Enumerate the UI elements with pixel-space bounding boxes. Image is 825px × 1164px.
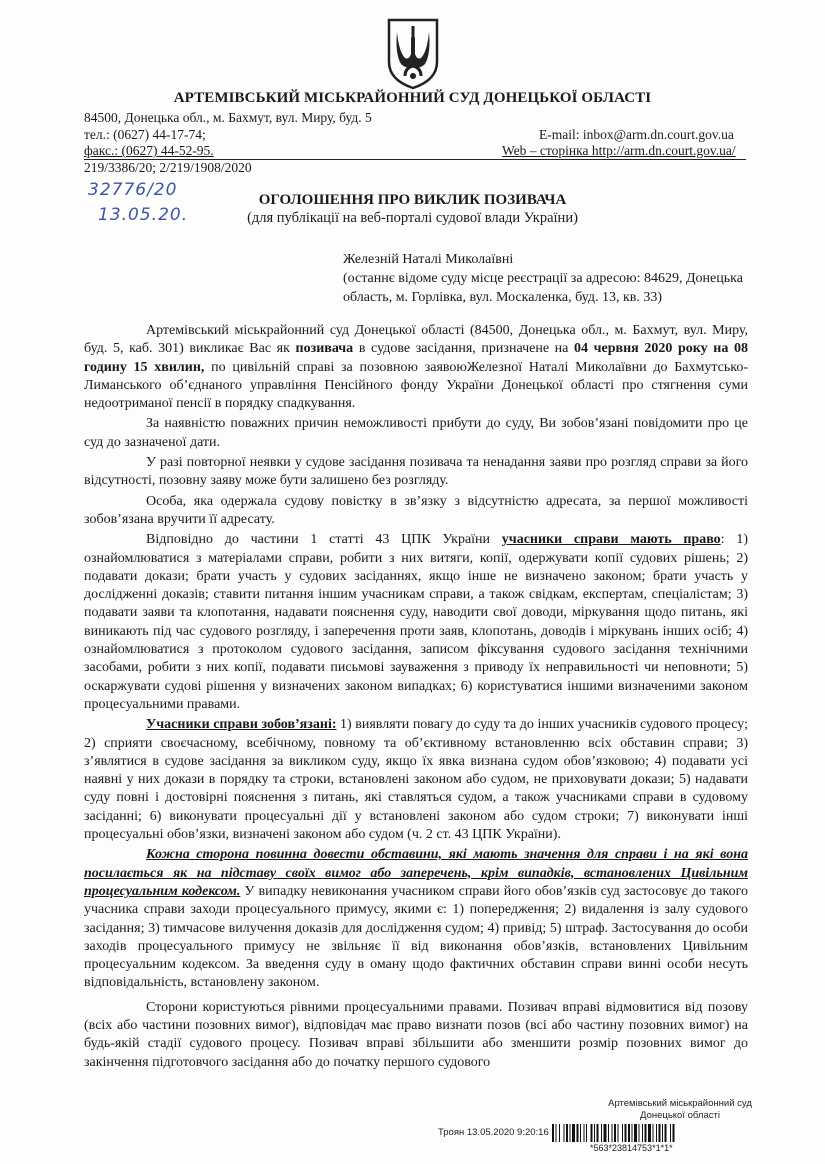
court-address: 84500, Донецька обл., м. Бахмут, вул. Миру, буд. 5 <box>84 110 372 125</box>
court-phone: тел.: (0627) 44-17-74; <box>84 127 206 142</box>
text: в судове засідання, призначене на <box>353 341 575 357</box>
addressee-address: (останнє відоме суду місце реєстрації за адресою: 84629, Донецька область, м. Горлівка, вул. Москаленка, буд. 13, кв. 33) <box>343 271 743 305</box>
court-web[interactable]: Web – сторінка http://arm.dn.court.gov.ua/ <box>502 143 736 158</box>
text: Артемівський міськрайонний суд Донецької області (84500, Донецька обл., м. Бахмут, вул. Миру, буд. 5, каб. 301) викликає Вас як <box>84 323 748 357</box>
court-fax: факс.: (0627) 44-52-95. <box>84 143 214 158</box>
paragraph-equal-rights: Сторони користуються рівними процесуальними правами. Позивач вправі відмовитися від позову (всіх або частини позовних вимог), відповідач має право визнати позов (всі або частину позовних вимог) на будь-якій стадії судового процесу. Позивач вправі збільшити або зменшити розмір позовних вимог до закінчення підготовчого засідання або до початку першого судового <box>84 999 748 1070</box>
paragraph-rights <box>84 531 748 714</box>
paragraph-evidence <box>84 846 748 992</box>
hearing-datetime: 04 червня 2020 року на 08 годину 15 хвилин, <box>84 341 748 375</box>
coat-of-arms-icon <box>385 18 441 90</box>
barcode-number: *563*23814753*1*1* <box>590 1143 673 1153</box>
text: : 1) ознайомлюватися з матеріалами справи, робити з них витяги, копії, одержувати копії судових рішень; 2) подавати докази; брати участь у судових засіданнях, якщо інше не визначено законом; брати участь у дослідженні доказів; ставити питання іншим учасникам справи, а також свідкам, експертам, спеціалістам; 3) подавати заяви та клопотання, надавати пояснення суду, наводити свої доводи, міркування щодо питань, які виникають під час судового розгляду, і заперечення проти заяв, клопотань, доводів і міркувань інших осіб; 4) ознайомлюватися з протоколом судового засідання, записом фіксування судового засідання технічними засобами, робити з них копії, подавати письмові зауваження з приводу їх неправильності чи неповноти; 5) оскаржувати судові рішення у визначених законом випадках; 6) користуватися іншими визначеними законом процесуальними правами. <box>84 532 748 712</box>
paragraph-absence: У разі повторної неявки у судове засідання позивача та ненадання заяви про розгляд справи за його відсутності, позовну заяву може бути залишено без розгляду. <box>84 455 748 489</box>
text: по цивільній справі за позовною заявоюЖелезної Наталі Миколаївни до Бахмутсько-Лиманського об’єднаного управління Пенсійного фонду України Донецької області про стягнення суми недоотриманої пенсії в порядку спадкування. <box>84 359 748 412</box>
text: Відповідно до частини 1 статті 43 ЦПК України <box>146 532 502 548</box>
court-name: АРТЕМІВСЬКИЙ МІСЬКРАЙОННИЙ СУД ДОНЕЦЬКОЇ ОБЛАСТІ <box>173 90 652 106</box>
barcode-icon <box>552 1124 747 1142</box>
court-email[interactable]: E-mail: inbox@arm.dn.court.gov.ua <box>539 127 734 142</box>
paragraph-duties <box>84 716 748 844</box>
duties-heading: Учасники справи зобов’язані: <box>146 717 337 733</box>
addressee-block <box>343 250 748 307</box>
addressee-name: Железній Наталі Миколаївні <box>343 252 514 267</box>
stamp-registered: Троян 13.05.2020 9:20:16 <box>438 1127 549 1138</box>
notice-title: ОГОЛОШЕННЯ ПРО ВИКЛИК ПОЗИВАЧА <box>258 192 567 208</box>
rights-heading: учасники справи мають право <box>501 532 721 548</box>
paragraph-notify: За наявністю поважних причин неможливості прибути до суду, Ви зобов’язані повідомити про це суд до зазначеної дати. <box>84 416 748 450</box>
case-numbers: 219/3386/20; 2/219/1908/2020 <box>84 160 252 175</box>
notice-subtitle: (для публікації на веб-порталі судової влади України) <box>247 210 578 226</box>
stamp-court-line2: Донецької області <box>600 1110 760 1121</box>
stamp-court-line1: Артемівський міськрайонний суд <box>600 1098 760 1109</box>
notice-body <box>84 322 748 1074</box>
text: У випадку невиконання учасником справи його обов’язків суд застосовує до такого учасника справи заходи процесуального примусу, якими є: 1) попередження; 2) видалення із залу судового засідання; 3) тимчасове вилучення доказів для дослідження судом; 4) привід; 5) штраф. Застосування до особи заходів процесуального примусу не звільняє її від виконання обов’язків, встановлених Цивільним процесуальним кодексом. За введення суду в оману щодо фактичних обставин справи винні особи несуть відповідальність, встановлену законом. <box>84 883 748 991</box>
handwritten-date: 13.05.20. <box>98 205 189 225</box>
text: 1) виявляти повагу до суду та до інших учасників судового процесу; 2) сприяти своєчасному, всебічному, повному та об’єктивному встановленню всіх обставин справи; 3) з’являтися в судове засідання за викликом суду, якщо їх явка визнана судом обов’язковою; 4) подавати усі наявні у них докази в порядку та строки, встановлені законом або судом, не приховувати докази; 5) надавати суду повні і достовірні пояснення з питань, які ставляться судом, а також учасниками справи в судовому засіданні; 6) виконувати процесуальні дії у встановлені законом або судом строки; 7) виконувати інші процесуальні обов’язки, визначені законом або судом (ч. 2 ст. 43 ЦПК України). <box>84 717 748 843</box>
paragraph-summons <box>84 322 748 413</box>
role-emphasis: позивача <box>295 341 354 357</box>
paragraph-delivery: Особа, яка одержала судову повістку в зв’язку з відсутністю адресата, за першої можливості зобов’язана вручити її адресату. <box>84 493 748 527</box>
handwritten-number: 32776/20 <box>88 180 178 200</box>
evidence-emphasis: Кожна сторона повинна довести обставини, які мають значення для справи і на які вона посилається як на підставу своїх вимог або заперечень, крім випадків, встановлених Цивільним процесуальним кодексом. <box>84 847 748 899</box>
